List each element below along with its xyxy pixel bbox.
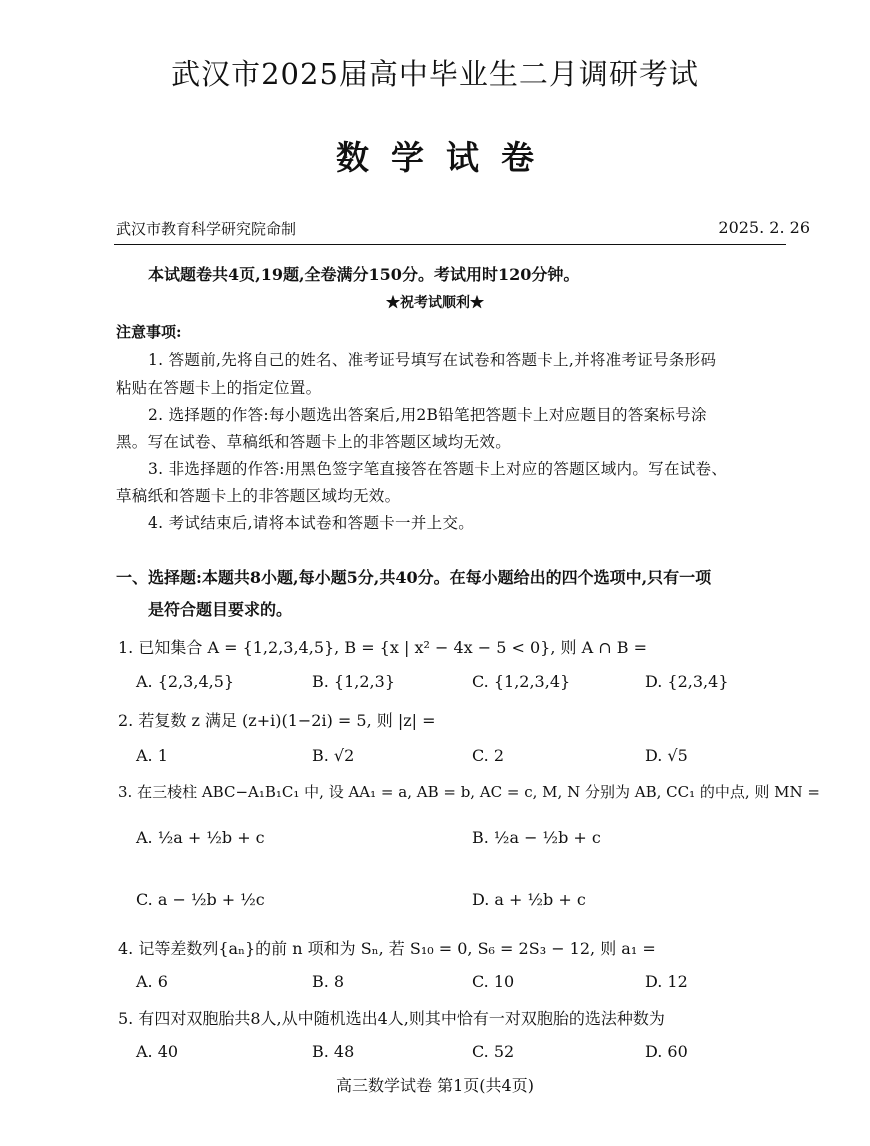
note-2-line1: 2. 选择题的作答:每小题选出答案后,用2B铅笔把答题卡上对应题目的答案标号涂 [148,406,707,424]
question-5-option-a: A. 40 [136,1042,179,1061]
note-4-line1: 4. 考试结束后,请将本试卷和答题卡一并上交。 [148,514,475,532]
question-5-stem: 5. 有四对双胞胎共8人,从中随机选出4人,则其中恰有一对双胞胎的选法种数为 [118,1009,665,1028]
question-1-option-a: A. {2,3,4,5} [136,672,235,691]
question-3-stem: 3. 在三棱柱 ABC−A₁B₁C₁ 中, 设 AA₁ = a, AB = b, AC = c, M, N 分别为 AB, CC₁ 的中点, 则 MN = [118,783,820,801]
question-5-option-c: C. 52 [472,1042,515,1061]
question-3-option-c: C. a − ½b + ½c [136,890,265,909]
question-2-option-d: D. √5 [645,746,688,765]
header-rule [114,244,786,245]
question-1-option-b: B. {1,2,3} [312,672,395,691]
question-4-option-a: A. 6 [136,972,168,991]
section-1-heading: 一、选择题:本题共8小题,每小题5分,共40分。在每小题给出的四个选项中,只有一项 [116,568,712,587]
question-4-option-b: B. 8 [312,972,345,991]
question-5-option-d: D. 60 [645,1042,688,1061]
note-2-line2: 黑。写在试卷、草稿纸和答题卡上的非答题区域均无效。 [116,433,512,451]
exam-subtitle: 数学试卷 [336,138,556,177]
question-3-option-d: D. a + ½b + c [472,890,586,909]
question-2-stem: 2. 若复数 z 满足 (z+i)(1−2i) = 5, 则 |z| = [118,711,436,730]
note-1-line1: 1. 答题前,先将自己的姓名、准考证号填写在试卷和答题卡上,并将准考证号条形码 [148,351,717,369]
issuer: 武汉市教育科学研究院命制 [116,220,297,238]
question-1-option-d: D. {2,3,4} [645,672,729,691]
question-2-option-a: A. 1 [136,746,168,765]
question-2-option-c: C. 2 [472,746,505,765]
question-4-stem: 4. 记等差数列{aₙ}的前 n 项和为 Sₙ, 若 S₁₀ = 0, S₆ = 2S₃ − 12, 则 a₁ = [118,939,656,958]
section-1-heading-cont: 是符合题目要求的。 [148,600,293,619]
note-1-line2: 粘贴在答题卡上的指定位置。 [116,379,322,397]
note-3-line1: 3. 非选择题的作答:用黑色签字笔直接答在答题卡上对应的答题区域内。写在试卷、 [148,460,728,478]
question-3-option-b: B. ½a − ½b + c [472,828,601,847]
exam-intro: 本试题卷共4页,19题,全卷满分150分。考试用时120分钟。 [148,265,580,284]
notes-heading: 注意事项: [116,323,182,341]
exam-title: 武汉市2025届高中毕业生二月调研考试 [171,57,699,91]
good-luck-line: ★祝考试顺利★ [386,295,484,311]
question-4-option-d: D. 12 [645,972,688,991]
exam-date: 2025. 2. 26 [718,218,810,237]
question-5-option-b: B. 48 [312,1042,355,1061]
note-3-line2: 草稿纸和答题卡上的非答题区域均无效。 [116,487,401,505]
question-3-option-a: A. ½a + ½b + c [136,828,265,847]
question-2-option-b: B. √2 [312,746,355,765]
question-4-option-c: C. 10 [472,972,515,991]
question-1-stem: 1. 已知集合 A = {1,2,3,4,5}, B = {x | x² − 4x − 5 < 0}, 则 A ∩ B = [118,638,648,657]
page-footer: 高三数学试卷 第1页(共4页) [336,1076,534,1095]
question-1-option-c: C. {1,2,3,4} [472,672,571,691]
